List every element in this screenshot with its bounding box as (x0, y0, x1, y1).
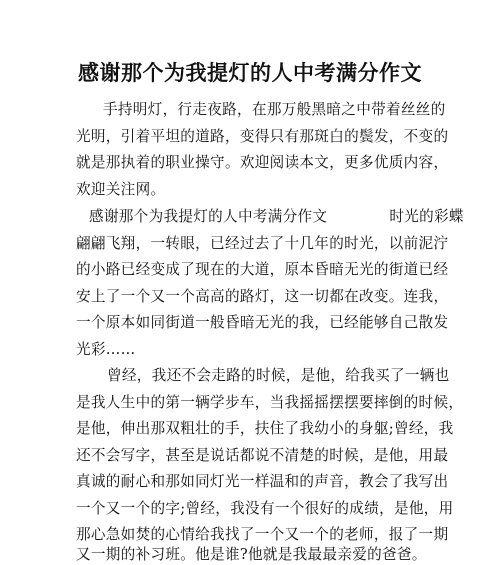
intro-line-2: 光明，引着平坦的道路，变得只有那斑白的鬓发，不变的 (76, 128, 449, 145)
para1-line-5: 光彩…… (76, 341, 136, 358)
para2-line-6: 一个又一个的字;曾经，我没有一个很好的成绩，是他，用 (76, 500, 454, 517)
para2-line-5: 真诚的耐心和那如同灯光一样温和的声音，教会了我写出 (76, 473, 449, 490)
para2-line-1: 曾经，我还不会走路的时候，是他，给我买了一辆也 (107, 367, 450, 384)
repeated-heading: 感谢那个为我提灯的人中考满分作文 (89, 208, 328, 225)
heading-tail-text: 时光的彩蝶 (389, 208, 464, 225)
intro-line-1: 手持明灯，行走夜路，在那万般黑暗之中带着丝丝的 (103, 101, 446, 118)
para1-line-4: 一个原本如同街道一般昏暗无光的我，已经能够自己散发 (76, 314, 449, 331)
document-title: 感谢那个为我提灯的人中考满分作文 (78, 60, 422, 85)
para2-line-7: 那心急如焚的心情给我找了一个又一个的老师，报了一期 (76, 526, 449, 543)
para2-line-4: 还不会写字，甚至是说话都说不清楚的时候，是他，用最 (76, 447, 449, 464)
para1-line-2: 的小路已经变成了现在的大道，原本昏暗无光的街道已经 (76, 261, 449, 278)
intro-line-3: 就是那执着的职业操守。欢迎阅读本文，更多优质内容， (76, 154, 449, 171)
para1-line-1: 翩翩飞翔，一转眼，已经过去了十几年的时光，以前泥泞 (76, 235, 449, 252)
para2-line-2: 是我人生中的第一辆学步车，当我摇摇摆摆要摔倒的时候， (76, 394, 464, 411)
heading-line (89, 207, 464, 227)
para2-line-8: 又一期的补习班。他是谁?他就是我最最亲爱的爸爸。 (76, 546, 427, 563)
intro-line-4: 欢迎关注网。 (76, 181, 166, 198)
para1-line-3: 安上了一个又一个高高的路灯，这一切都在改变。连我， (76, 288, 449, 305)
para2-line-3: 是他，伸出那双粗壮的手，扶住了我幼小的身躯;曾经，我 (76, 420, 454, 437)
